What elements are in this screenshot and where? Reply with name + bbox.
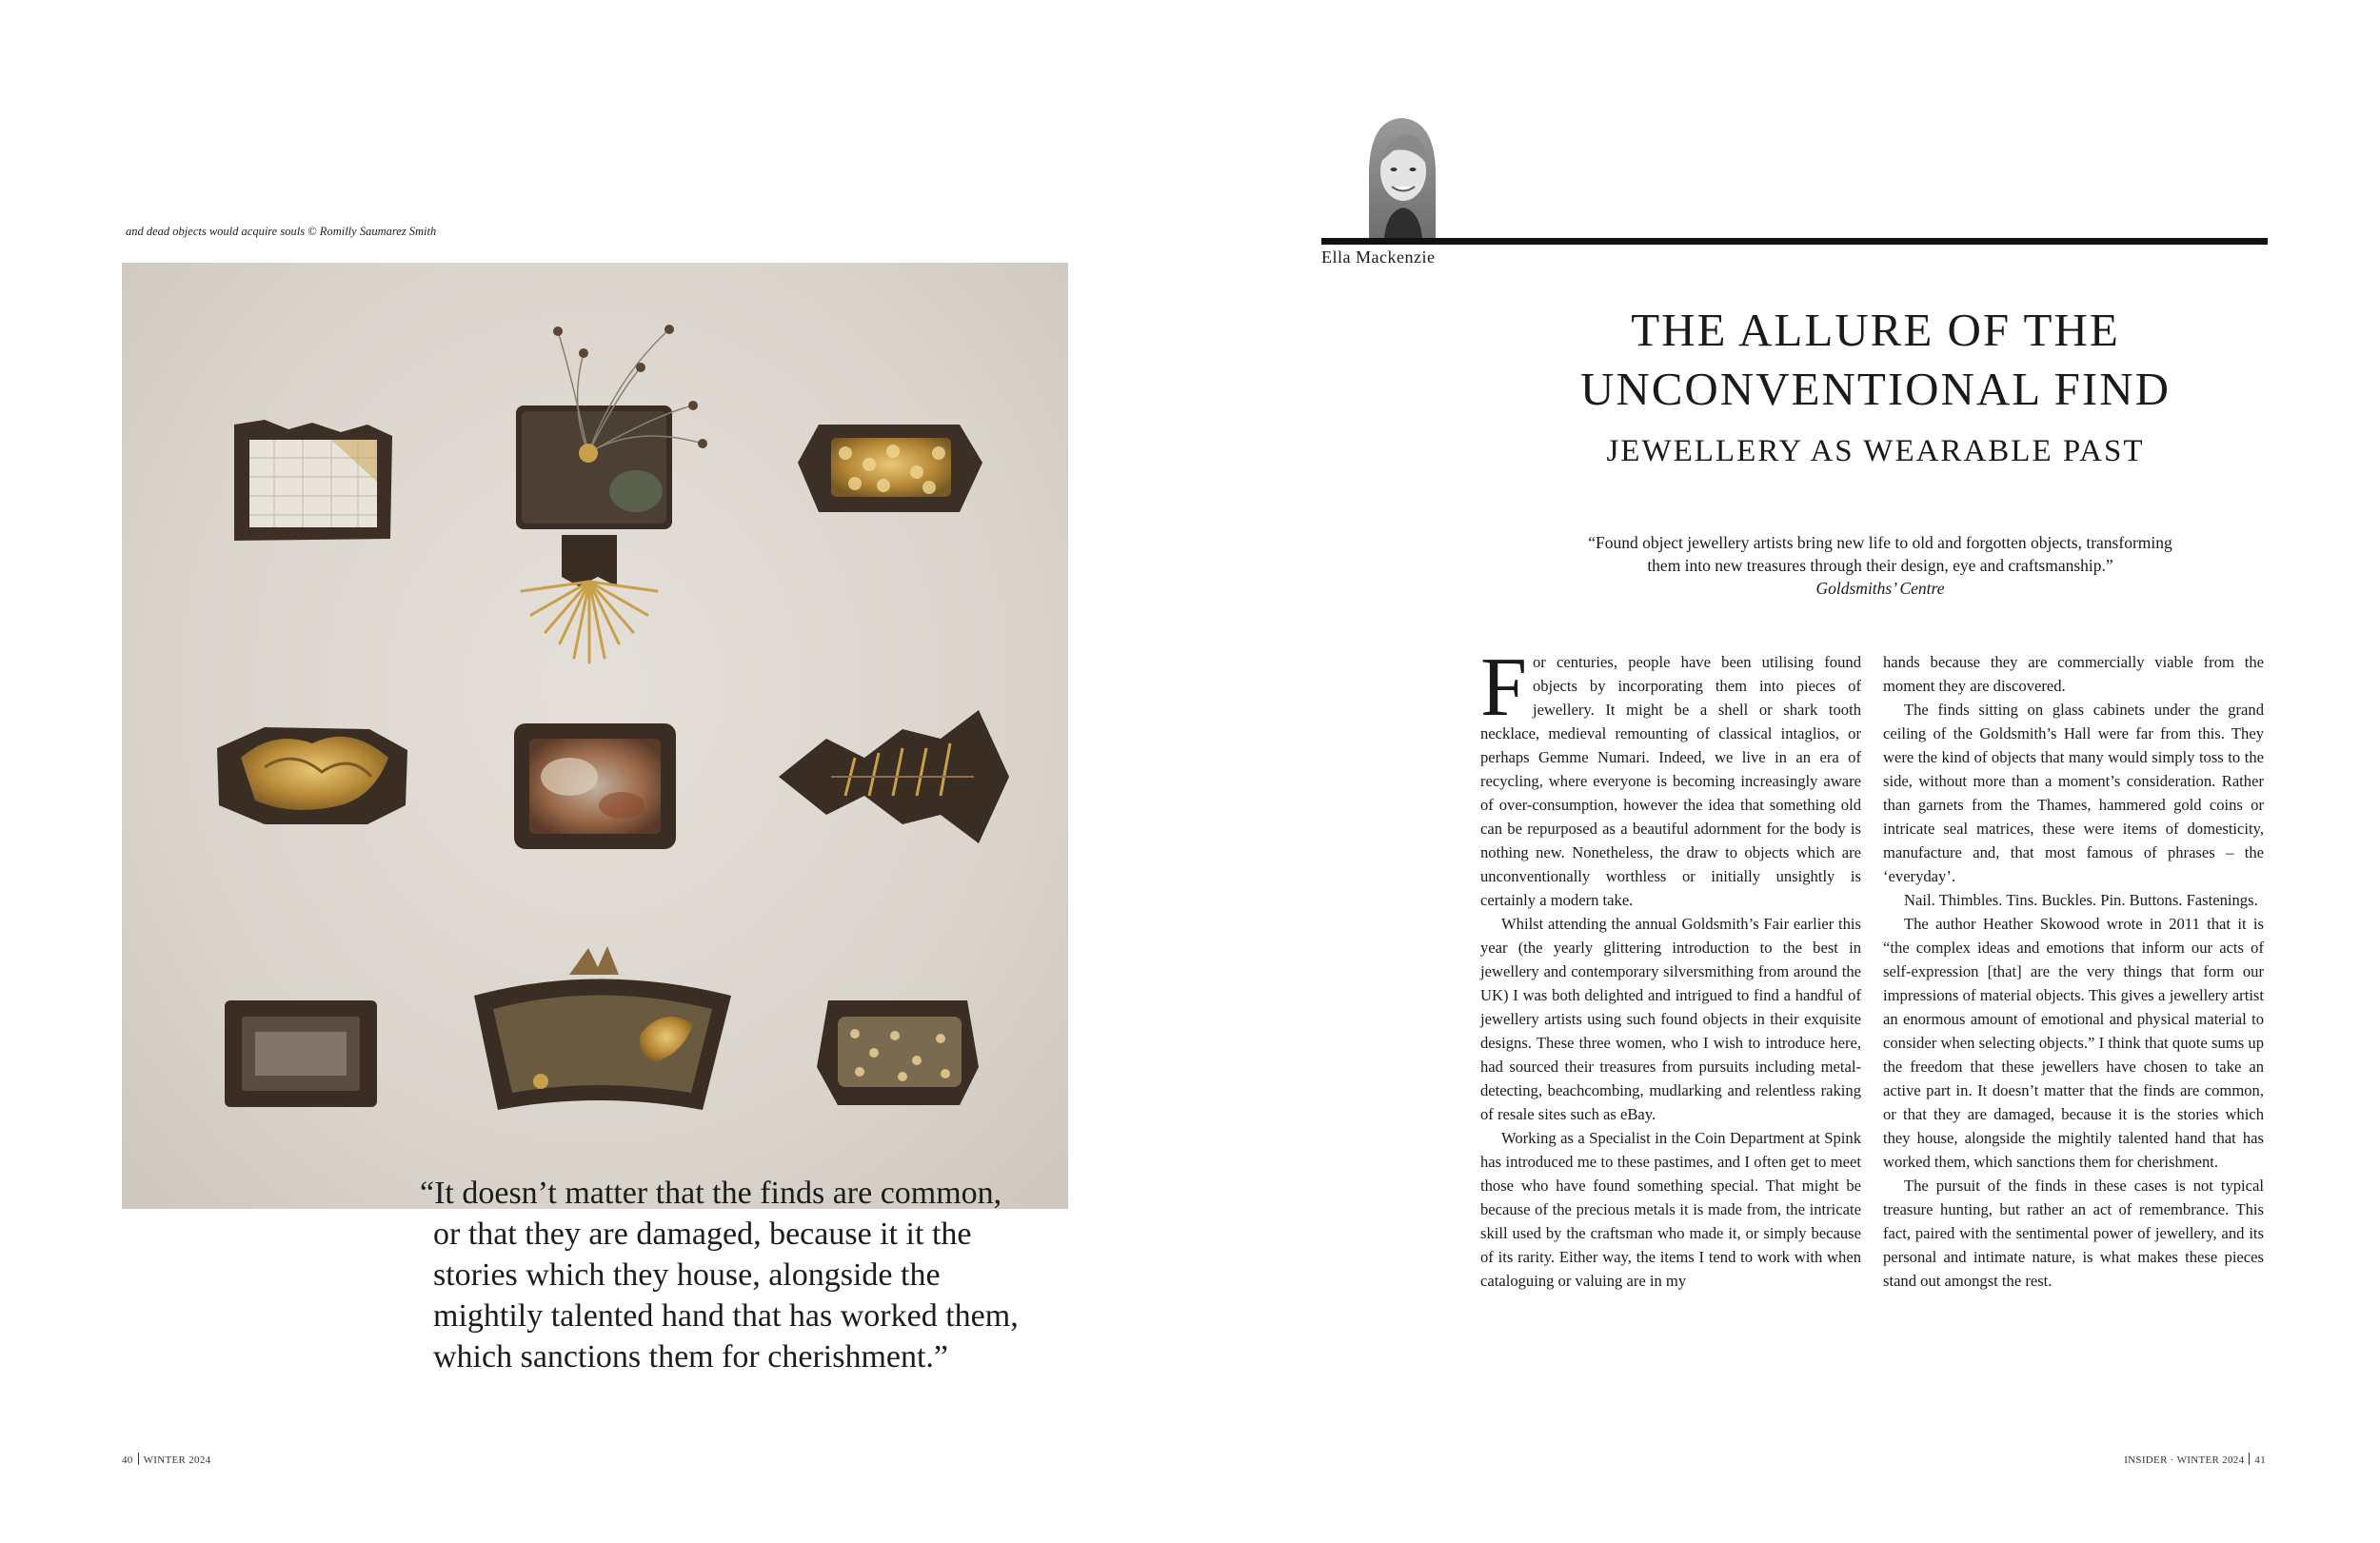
brooch-gold-sequins — [798, 425, 982, 512]
paragraph: hands because they are commercially viable from the moment they are discovered. — [1883, 653, 2264, 695]
article-column-2 — [1883, 650, 2264, 1293]
brooch-pins-with-pendant — [516, 325, 707, 663]
article-subtitle: JEWELLERY AS WEARABLE PAST — [1606, 434, 2145, 468]
intro-quote — [1509, 531, 2251, 600]
brooch-fan — [474, 946, 731, 1110]
folio-divider — [138, 1453, 139, 1465]
issue-label: INSIDER · WINTER 2024 — [2124, 1454, 2245, 1466]
pull-quote — [420, 1173, 1081, 1377]
pull-quote-line: which sanctions them for cherishment.” — [433, 1339, 949, 1375]
article-title — [1418, 301, 2332, 419]
paragraph-text: or centuries, people have been utilising found objects by incorporating them into pieces of jewellery. It might be a shell or shark tooth necklace, medieval remounting of classical intaglios, or perhaps Gemme Numari. Indeed, we live in an era of recycling, where everyone is becoming increasingly aware of over-consumption, however the idea that something old can be repurposed as a beautiful adornment for the body is nothing new. Nonetheless, the draw to objects which are unconventionally worthless or initially unsightly is certainly a modern take. — [1480, 653, 1861, 909]
brooch-gold-foil — [217, 727, 407, 824]
folio-left — [122, 1453, 210, 1466]
folio-divider — [2249, 1453, 2250, 1465]
issue-label: WINTER 2024 — [143, 1454, 211, 1466]
paragraph: The pursuit of the finds in these cases is not typical treasure hunting, but rather an act of remembrance. This fact, paired with the sentimental power of jewellery, and its personal and intimate nature, is what makes these pieces stand out amongst the rest. — [1883, 1177, 2264, 1290]
title-line: THE ALLURE OF THE — [1631, 304, 2120, 356]
intro-quote-source: Goldsmiths’ Centre — [1815, 579, 1945, 598]
page-number: 41 — [2254, 1454, 2266, 1466]
pull-quote-line: mightily talented hand that has worked them, — [433, 1298, 1019, 1334]
brooch-stitched — [779, 710, 1009, 843]
photo-caption: and dead objects would acquire souls © Romilly Saumarez Smith — [126, 225, 437, 238]
brooch-marbled-frame — [514, 723, 676, 849]
paragraph: Working as a Specialist in the Coin Department at Spink has introduced me to these pastimes, and I often get to meet those who have found something special. That might be because of the precious metals it is made from, the intricate skill used by the craftsman who made it, or simply because of its rarity. Either way, the items I tend to work with when cataloguing or valuing are in my — [1480, 1129, 1861, 1290]
title-line: UNCONVENTIONAL FIND — [1579, 363, 2172, 415]
pull-quote-line: stories which they house, alongside the — [433, 1257, 941, 1293]
article-column-1 — [1480, 642, 1861, 1293]
brooch-collection-illustration — [122, 263, 1068, 1209]
author-portrait — [1356, 112, 1447, 240]
paragraph: The finds sitting on glass cabinets under the grand ceiling of the Goldsmith’s Hall were far from this. They were the kind of objects that many would simply toss to the side, without more than a moment’s consideration. Rather than garnets from the Thames, hammered gold coins or intricate seal matrices, these were items of domesticity, manufacture and, that most famous of phrases – the ‘everyday’. — [1883, 701, 2264, 885]
paragraph: The author Heather Skowood wrote in 2011 that it is “the complex ideas and emotions that inform our acts of self-expression [that] are the very things that form our impressions of material objects. This gives a jewellery artist an enormous amount of emotional and physical material to consider when selecting objects.” I think that quote sums up the freedom that these jewellers have chosen to take an active part in. It doesn’t matter that the finds are common, or that they are damaged, because it is the stories which they house, alongside the mightily talented hand that has worked them, which sanctions them for cherishment. — [1883, 915, 2264, 1171]
pull-quote-line: or that they are damaged, because it it the — [433, 1217, 972, 1252]
byline-rule — [1321, 238, 2268, 245]
drop-cap: F — [1480, 642, 1527, 734]
intro-quote-line: them into new treasures through their design, eye and craftsmanship.” — [1647, 556, 2113, 575]
paragraph: Nail. Thimbles. Tins. Buckles. Pin. Buttons. Fastenings. — [1904, 891, 2258, 909]
folio-right — [2094, 1453, 2266, 1466]
brooch-mosaic — [234, 420, 392, 541]
brooch-encrusted — [817, 1000, 979, 1105]
page-number: 40 — [122, 1454, 133, 1466]
pull-quote-line: “It doesn’t matter that the finds are common, — [420, 1176, 1002, 1211]
paragraph: Whilst attending the annual Goldsmith’s Fair earlier this year (the yearly glittering introduction to the best in jewellery and contemporary silversmithing from around the UK) I was both delighted and intrigued to find a handful of jewellery artists using such found objects in their exquisite designs. These three women, who I wish to introduce here, had sourced their treasures from pursuits including metal-detecting, beachcombing, mudlarking and relentless raking of resale sites such as eBay. — [1480, 915, 1861, 1123]
paragraph — [1480, 642, 1861, 912]
author-avatar-illustration — [1356, 112, 1447, 240]
author-byline: Ella Mackenzie — [1321, 247, 1436, 267]
intro-quote-line: “Found object jewellery artists bring new life to old and forgotten objects, transforming — [1588, 533, 2172, 552]
brooch-small-frame — [225, 1000, 377, 1107]
brooch-photograph — [122, 263, 1068, 1209]
